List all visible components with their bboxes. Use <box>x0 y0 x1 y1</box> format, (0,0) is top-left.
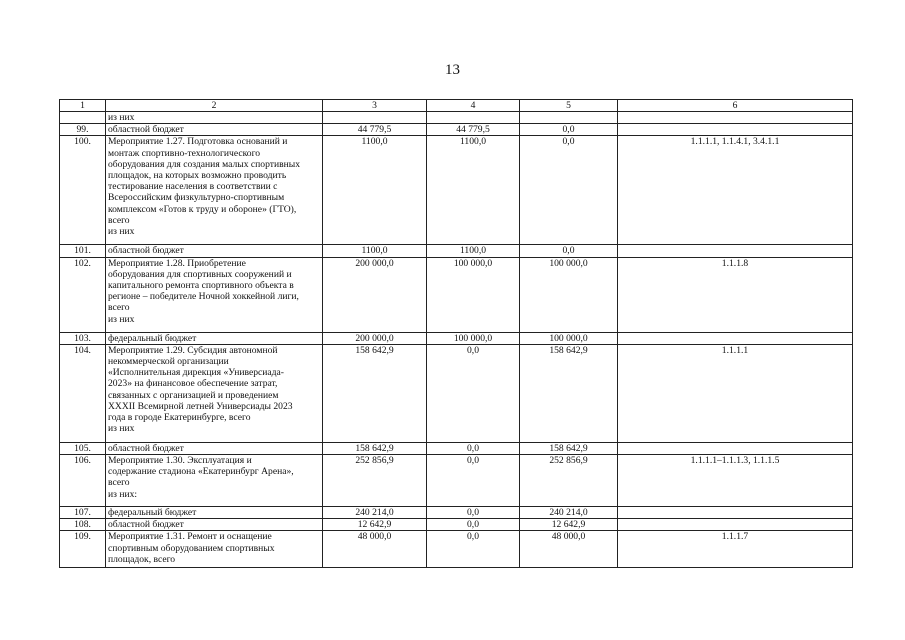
column-4-value-cell <box>427 112 520 124</box>
column-header-4: 4 <box>427 100 520 112</box>
row-number-cell: 108. <box>60 519 106 531</box>
column-3-value-cell: 200 000,0 <box>323 332 427 344</box>
column-header-5: 5 <box>520 100 618 112</box>
target-codes-cell: 1.1.1.8 <box>618 257 853 332</box>
column-header-3: 3 <box>323 100 427 112</box>
column-4-value-cell: 100 000,0 <box>427 332 520 344</box>
table-row <box>60 257 853 332</box>
table-body <box>60 112 853 568</box>
column-4-value-cell: 0,0 <box>427 519 520 531</box>
target-codes-cell: 1.1.1.7 <box>618 531 853 568</box>
column-3-value-cell: 44 779,5 <box>323 124 427 136</box>
table-row <box>60 507 853 519</box>
table-row <box>60 112 853 124</box>
description-cell: из них <box>106 112 323 124</box>
row-number-cell: 104. <box>60 344 106 442</box>
row-number-cell <box>60 112 106 124</box>
column-5-value-cell: 48 000,0 <box>520 531 618 568</box>
column-5-value-cell: 158 642,9 <box>520 344 618 442</box>
table-row <box>60 332 853 344</box>
column-4-value-cell: 0,0 <box>427 344 520 442</box>
column-4-value-cell: 0,0 <box>427 531 520 568</box>
target-codes-cell <box>618 124 853 136</box>
header-row <box>60 100 853 112</box>
table-row <box>60 455 853 507</box>
target-codes-cell <box>618 112 853 124</box>
column-3-value-cell: 252 856,9 <box>323 455 427 507</box>
description-cell: областной бюджет <box>106 124 323 136</box>
row-number-cell: 107. <box>60 507 106 519</box>
target-codes-cell <box>618 519 853 531</box>
column-3-value-cell: 1100,0 <box>323 136 427 245</box>
table-row <box>60 344 853 442</box>
target-codes-cell: 1.1.1.1, 1.1.4.1, 3.4.1.1 <box>618 136 853 245</box>
budget-table <box>59 99 853 568</box>
row-number-cell: 103. <box>60 332 106 344</box>
column-5-value-cell: 158 642,9 <box>520 442 618 454</box>
column-3-value-cell: 158 642,9 <box>323 344 427 442</box>
description-cell: Мероприятие 1.31. Ремонт и оснащение спортивным оборудованием спортивных площадок, всего <box>106 531 323 568</box>
column-3-value-cell: 158 642,9 <box>323 442 427 454</box>
column-5-value-cell: 0,0 <box>520 136 618 245</box>
column-4-value-cell: 0,0 <box>427 507 520 519</box>
column-4-value-cell: 44 779,5 <box>427 124 520 136</box>
target-codes-cell <box>618 442 853 454</box>
table-row <box>60 519 853 531</box>
column-3-value-cell <box>323 112 427 124</box>
table-row <box>60 136 853 245</box>
column-4-value-cell: 1100,0 <box>427 245 520 257</box>
description-cell: областной бюджет <box>106 245 323 257</box>
column-3-value-cell: 240 214,0 <box>323 507 427 519</box>
column-header-2: 2 <box>106 100 323 112</box>
target-codes-cell: 1.1.1.1–1.1.1.3, 1.1.1.5 <box>618 455 853 507</box>
column-4-value-cell: 1100,0 <box>427 136 520 245</box>
description-cell: Мероприятие 1.28. Приобретение оборудования для спортивных сооружений и капитального ремонта спортивного объекта в регионе – победителе Ночной хоккейной лиги, всего из них <box>106 257 323 332</box>
column-4-value-cell: 0,0 <box>427 442 520 454</box>
description-cell: федеральный бюджет <box>106 507 323 519</box>
column-3-value-cell: 12 642,9 <box>323 519 427 531</box>
row-number-cell: 100. <box>60 136 106 245</box>
table-row <box>60 442 853 454</box>
column-4-value-cell: 0,0 <box>427 455 520 507</box>
column-4-value-cell: 100 000,0 <box>427 257 520 332</box>
description-cell: областной бюджет <box>106 442 323 454</box>
target-codes-cell <box>618 245 853 257</box>
table-row <box>60 531 853 568</box>
page-number: 13 <box>445 62 460 78</box>
column-5-value-cell: 240 214,0 <box>520 507 618 519</box>
column-3-value-cell: 1100,0 <box>323 245 427 257</box>
column-5-value-cell: 0,0 <box>520 245 618 257</box>
table-header <box>60 100 853 112</box>
column-5-value-cell: 100 000,0 <box>520 257 618 332</box>
description-cell: Мероприятие 1.30. Эксплуатация и содержание стадиона «Екатеринбург Арена», всего из них: <box>106 455 323 507</box>
target-codes-cell <box>618 332 853 344</box>
target-codes-cell <box>618 507 853 519</box>
column-5-value-cell <box>520 112 618 124</box>
row-number-cell: 106. <box>60 455 106 507</box>
description-cell: областной бюджет <box>106 519 323 531</box>
column-5-value-cell: 100 000,0 <box>520 332 618 344</box>
column-5-value-cell: 0,0 <box>520 124 618 136</box>
column-header-1: 1 <box>60 100 106 112</box>
column-3-value-cell: 48 000,0 <box>323 531 427 568</box>
row-number-cell: 105. <box>60 442 106 454</box>
row-number-cell: 109. <box>60 531 106 568</box>
row-number-cell: 99. <box>60 124 106 136</box>
table-row <box>60 124 853 136</box>
table-row <box>60 245 853 257</box>
description-cell: Мероприятие 1.27. Подготовка оснований и монтаж спортивно-технологического оборудования для создания малых спортивных площадок, на которых возможно проводить тестирование населения в соответствии с Всероссийским физкультурно-спортивным комплексом «Готов к труду и обороне» (ГТО), всего из них <box>106 136 323 245</box>
description-cell: Мероприятие 1.29. Субсидия автономной некоммерческой организации «Исполнительная дирекция «Универсиада- 2023» на финансовое обеспечение затрат, связанных с организацией и проведением XXXII Всемирной летней Универсиады 2023 года в городе Екатеринбурге, всего из них <box>106 344 323 442</box>
column-5-value-cell: 252 856,9 <box>520 455 618 507</box>
column-header-6: 6 <box>618 100 853 112</box>
column-5-value-cell: 12 642,9 <box>520 519 618 531</box>
column-3-value-cell: 200 000,0 <box>323 257 427 332</box>
target-codes-cell: 1.1.1.1 <box>618 344 853 442</box>
row-number-cell: 102. <box>60 257 106 332</box>
row-number-cell: 101. <box>60 245 106 257</box>
description-cell: федеральный бюджет <box>106 332 323 344</box>
